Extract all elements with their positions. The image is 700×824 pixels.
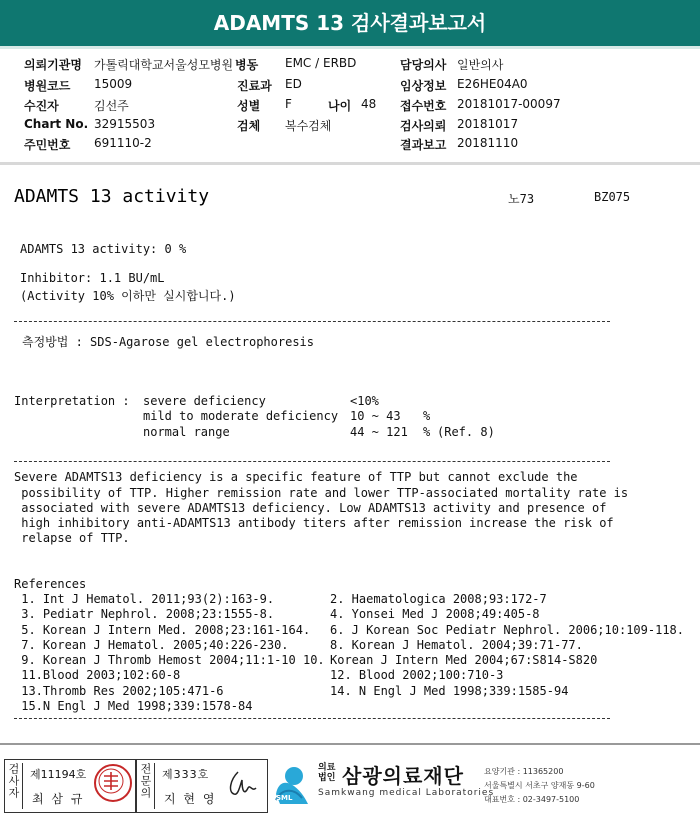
doctor-label: 담당의사 bbox=[400, 58, 447, 72]
report-banner-title: ADAMTS 13 검사결과보고서 bbox=[0, 0, 700, 49]
org-english-name: Samkwang medical Laboratories bbox=[318, 788, 495, 798]
inspector-license: 제11194호 bbox=[30, 768, 87, 781]
interp-category: mild to moderate deficiency bbox=[143, 409, 339, 423]
interp-ref: (Ref. 8) bbox=[437, 425, 495, 439]
hospital-code-label: 병원코드 bbox=[24, 79, 71, 93]
contact-line: 대표번호 : 02-3497-5100 bbox=[484, 795, 580, 804]
method-line: 측정방법 : SDS-Agarose gel electrophoresis bbox=[22, 335, 315, 349]
hospital-code-value: 15009 bbox=[94, 77, 133, 91]
rrn-value: 691110-2 bbox=[94, 136, 152, 150]
specimen-label: 검체 bbox=[237, 119, 261, 133]
specialist-label: 전문의 bbox=[140, 763, 155, 809]
reference-item: 6. J Korean Soc Pediatr Nephrol. 2006;10:109-118. bbox=[330, 623, 685, 637]
receipt-no-label: 접수번호 bbox=[400, 99, 447, 113]
institution-label: 의뢰기관명 bbox=[24, 58, 82, 72]
ward-value: EMC / ERBD bbox=[285, 56, 357, 70]
comment-line: high inhibitory anti-ADAMTS13 antibody titers after remission increase the risk of bbox=[14, 516, 614, 530]
reference-item: 3. Pediatr Nephrol. 2008;23:1555-8. bbox=[14, 607, 275, 621]
specialist-signature bbox=[224, 766, 262, 806]
interp-unit: % bbox=[423, 409, 431, 423]
chart-no-value: 32915503 bbox=[94, 117, 156, 131]
interp-unit: % bbox=[423, 425, 431, 439]
header-divider bbox=[0, 162, 700, 165]
reference-item: Korean J Intern Med 2004;67:S814-S820 bbox=[330, 653, 598, 667]
dept-value: ED bbox=[285, 77, 302, 91]
divider-line bbox=[14, 718, 610, 719]
interp-range: <10% bbox=[350, 394, 379, 408]
comment-line: possibility of TTP. Higher remission rate and lower TTP-associated mortality rate is bbox=[14, 486, 629, 500]
interp-category: severe deficiency bbox=[143, 394, 266, 408]
comment-line: relapse of TTP. bbox=[14, 531, 130, 545]
references-title: References bbox=[14, 577, 87, 591]
org-prefix: 의료법인 bbox=[318, 763, 336, 783]
sex-label: 성별 bbox=[237, 99, 261, 113]
contact-line: 요양기관 : 11365200 bbox=[484, 767, 564, 776]
sml-logo-text: SML bbox=[276, 794, 293, 802]
interp-range: 44 ~ 121 bbox=[350, 425, 408, 439]
interp-category: normal range bbox=[143, 425, 230, 439]
divider-line bbox=[14, 321, 610, 322]
age-value: 48 bbox=[361, 97, 377, 111]
result-line: ADAMTS 13 activity: 0 % bbox=[20, 242, 187, 256]
reference-item: 9. Korean J Thromb Hemost 2004;11:1-10 10. bbox=[14, 653, 325, 667]
reference-item: 1. Int J Hematol. 2011;93(2):163-9. bbox=[14, 592, 275, 606]
reference-item: 5. Korean J Intern Med. 2008;23:161-164. bbox=[14, 623, 311, 637]
request-date-label: 검사의뢰 bbox=[400, 119, 447, 133]
reference-item: 14. N Engl J Med 1998;339:1585-94 bbox=[330, 684, 569, 698]
test-code-1: 노73 bbox=[508, 192, 535, 206]
inhibitor-note: (Activity 10% 이하만 실시합니다.) bbox=[20, 289, 236, 303]
patient-label: 수진자 bbox=[24, 99, 59, 113]
interp-range: 10 ~ 43 bbox=[350, 409, 401, 423]
clinical-info-label: 임상정보 bbox=[400, 79, 447, 93]
institution-value: 가톨릭대학교서울성모병원 bbox=[94, 58, 234, 72]
interpretation-label: Interpretation : bbox=[14, 394, 130, 408]
ward-label: 병동 bbox=[235, 58, 259, 72]
specialist-license: 제333호 bbox=[162, 768, 210, 781]
org-name: 삼광의료재단 bbox=[342, 764, 464, 788]
report-date-label: 결과보고 bbox=[400, 138, 447, 152]
contact-line: 서울특별시 서초구 양재동 9-60 bbox=[484, 781, 595, 790]
dept-label: 진료과 bbox=[237, 79, 272, 93]
report-date-value: 20181110 bbox=[457, 136, 519, 150]
reference-item: 7. Korean J Hematol. 2005;40:226-230. bbox=[14, 638, 289, 652]
clinical-info-value: E26HE04A0 bbox=[457, 77, 528, 91]
comment-line: Severe ADAMTS13 deficiency is a specific feature of TTP but cannot exclude the bbox=[14, 470, 578, 484]
comment-line: associated with severe ADAMTS13 deficiency. Low ADAMTS13 activity and presence of bbox=[14, 501, 607, 515]
specialist-name: 지 현 영 bbox=[164, 792, 217, 806]
test-code-2: BZ075 bbox=[594, 190, 631, 204]
request-date-value: 20181017 bbox=[457, 117, 519, 131]
test-title: ADAMTS 13 activity bbox=[14, 186, 210, 207]
reference-item: 11.Blood 2003;102:60-8 bbox=[14, 668, 181, 682]
reference-item: 2. Haematologica 2008;93:172-7 bbox=[330, 592, 547, 606]
reference-item: 13.Thromb Res 2002;105:471-6 bbox=[14, 684, 224, 698]
doctor-value: 일반의사 bbox=[457, 58, 504, 72]
reference-item: 8. Korean J Hematol. 2004;39:71-77. bbox=[330, 638, 583, 652]
divider-line bbox=[14, 461, 610, 462]
rrn-label: 주민번호 bbox=[24, 138, 71, 152]
sex-value: F bbox=[285, 97, 292, 111]
patient-value: 김선주 bbox=[94, 99, 129, 113]
footer-divider bbox=[0, 743, 700, 745]
age-label: 나이 bbox=[328, 99, 352, 113]
chart-no-label: Chart No. bbox=[24, 117, 89, 131]
specimen-value: 복수검체 bbox=[285, 119, 332, 133]
reference-item: 4. Yonsei Med J 2008;49:405-8 bbox=[330, 607, 540, 621]
reference-item: 12. Blood 2002;100:710-3 bbox=[330, 668, 504, 682]
inhibitor-line: Inhibitor: 1.1 BU/mL bbox=[20, 271, 165, 285]
inspector-name: 최 삼 규 bbox=[32, 792, 85, 806]
reference-item: 15.N Engl J Med 1998;339:1578-84 bbox=[14, 699, 253, 713]
receipt-no-value: 20181017-00097 bbox=[457, 97, 561, 111]
inspector-seal bbox=[94, 764, 132, 802]
inspector-label: 검사자 bbox=[8, 763, 23, 809]
